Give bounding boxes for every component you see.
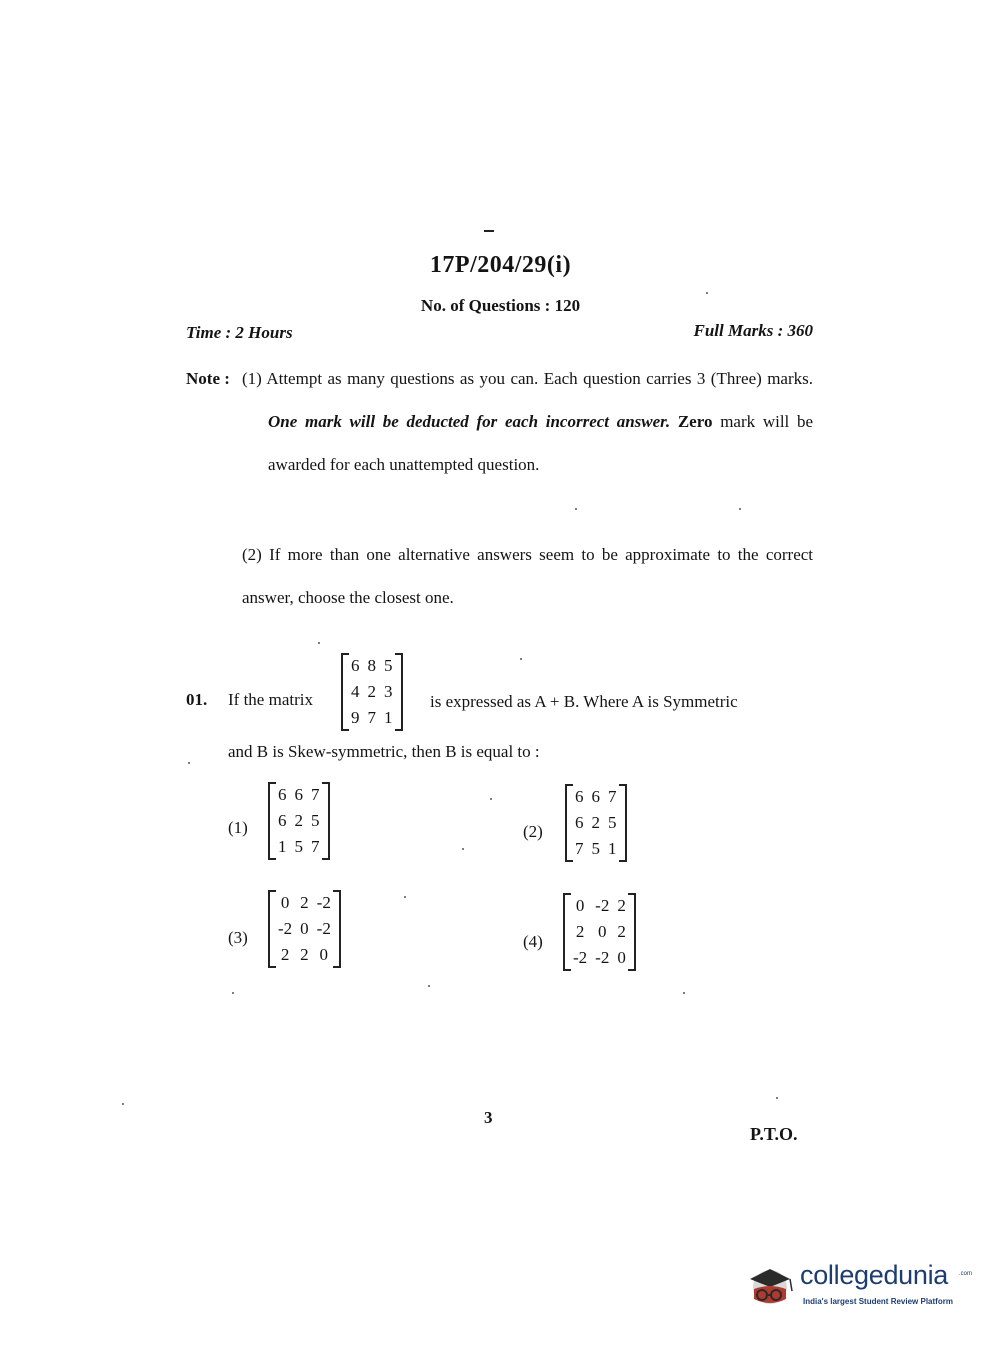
matrix-cell: 6 [575, 813, 584, 832]
matrix-cell: 6 [575, 787, 584, 806]
watermark-suffix: .com [959, 1271, 973, 1277]
matrix-cell: 5 [311, 811, 320, 830]
matrix-cell: 6 [278, 785, 287, 804]
matrix-left-bracket [563, 893, 571, 971]
matrix-right-bracket [619, 784, 627, 862]
matrix-cell: 6 [278, 811, 287, 830]
matrix-right-bracket [322, 782, 330, 860]
matrix-cell: 7 [311, 785, 320, 804]
scan-speck [776, 1097, 778, 1099]
pto-label: P.T.O. [750, 1124, 798, 1144]
matrix-left-bracket [268, 890, 276, 968]
matrix-cell: 0 [280, 893, 290, 912]
scan-speck [520, 658, 522, 660]
matrix-left-bracket [341, 653, 349, 731]
scan-speck [706, 292, 708, 294]
matrix-right-bracket [395, 653, 403, 731]
option-1-label: (1) [228, 818, 248, 837]
scan-speck [318, 642, 320, 644]
note-1-number: (1) [242, 369, 262, 388]
note-2 [242, 533, 813, 619]
matrix-cell: 0 [617, 948, 626, 967]
matrix-cell: -2 [595, 948, 610, 967]
number-of-questions: No. of Questions : 120 [420, 296, 581, 315]
question-matrix [341, 653, 403, 731]
matrix-cell: 2 [617, 922, 626, 941]
matrix-cell: 5 [608, 813, 617, 832]
option-3-label: (3) [228, 928, 248, 947]
page-number: 3 [484, 1108, 493, 1127]
matrix-cell: -2 [316, 919, 331, 938]
scan-speck [404, 896, 406, 898]
matrix-cell: 5 [591, 839, 600, 858]
option-2-matrix [565, 784, 627, 862]
question-number: 01. [186, 690, 208, 709]
question-text-line2: and B is Skew-symmetric, then B is equal to : [228, 742, 540, 761]
matrix-cell: -2 [316, 893, 331, 912]
note-2-text: If more than one alternative answers seem to be approximate to the correct answer, choose the closest one. [242, 545, 814, 607]
matrix-cell: 1 [278, 837, 287, 856]
matrix-cell: 5 [294, 837, 303, 856]
option-4-matrix [563, 893, 636, 971]
option-4-label: (4) [523, 932, 543, 951]
matrix-cell: 5 [384, 656, 393, 675]
option-2-label: (2) [523, 822, 543, 841]
matrix-cell: 2 [300, 945, 309, 964]
matrix-cell: 2 [294, 811, 303, 830]
scan-speck [122, 1103, 124, 1105]
matrix-cell: 2 [617, 896, 626, 915]
matrix-cell: 2 [591, 813, 600, 832]
matrix-cell: 2 [280, 945, 290, 964]
matrix-cell: 0 [319, 945, 328, 964]
watermark-brand: collegedunia [800, 1260, 949, 1290]
matrix-cell: 0 [300, 919, 309, 938]
scan-speck [739, 508, 741, 510]
matrix-cell: 2 [575, 922, 585, 941]
note-1-text-d: mark will be awarded for each unattempted question. [268, 412, 814, 474]
matrix-cell: 8 [367, 656, 376, 675]
scan-speck [575, 508, 577, 510]
question-text-before: If the matrix [228, 690, 313, 709]
full-marks: Full Marks : 360 [693, 321, 813, 340]
matrix-cell: 1 [384, 708, 393, 727]
note-1-text-b: One mark will be deducted for each incorrect answer. [268, 412, 671, 431]
matrix-cell: -2 [573, 948, 588, 967]
matrix-cell: 9 [351, 708, 360, 727]
scan-speck [188, 762, 190, 764]
watermark-tagline: India's largest Student Review Platform [803, 1297, 953, 1306]
question-text-after: is expressed as A + B. Where A is Symmetric [430, 692, 738, 711]
matrix-cell: 7 [311, 837, 320, 856]
matrix-cell: -2 [595, 896, 610, 915]
exam-time: Time : 2 Hours [186, 323, 293, 342]
matrix-cell: 7 [367, 708, 376, 727]
matrix-cell: 3 [384, 682, 393, 701]
option-1-matrix [268, 782, 330, 860]
matrix-cell: 0 [575, 896, 585, 915]
matrix-cell: 6 [591, 787, 600, 806]
matrix-cell: 6 [351, 656, 360, 675]
option-3-matrix [268, 890, 341, 968]
header-dash [484, 230, 494, 232]
scan-speck [428, 985, 430, 987]
matrix-cell: 2 [367, 682, 376, 701]
note-label: Note : [186, 369, 230, 388]
matrix-cell: 6 [294, 785, 303, 804]
note-1-text-a: Attempt as many questions as you can. Each question carries 3 (Three) marks. [266, 369, 813, 388]
matrix-cell: 7 [575, 839, 584, 858]
note-1-text-c: Zero [677, 412, 713, 431]
matrix-right-bracket [628, 893, 636, 971]
scan-speck [490, 798, 492, 800]
matrix-cell: 2 [300, 893, 309, 912]
matrix-left-bracket [565, 784, 573, 862]
matrix-cell: 0 [598, 922, 607, 941]
note-2-number: (2) [242, 545, 262, 564]
matrix-cell: 1 [608, 839, 617, 858]
matrix-left-bracket [268, 782, 276, 860]
matrix-right-bracket [333, 890, 341, 968]
matrix-cell: -2 [278, 919, 293, 938]
scan-speck [232, 992, 234, 994]
matrix-cell: 7 [608, 787, 617, 806]
scan-speck [683, 992, 685, 994]
note-1 [242, 357, 814, 486]
paper-code: 17P/204/29(i) [429, 252, 572, 278]
scan-speck [462, 848, 464, 850]
matrix-cell: 4 [351, 682, 360, 701]
